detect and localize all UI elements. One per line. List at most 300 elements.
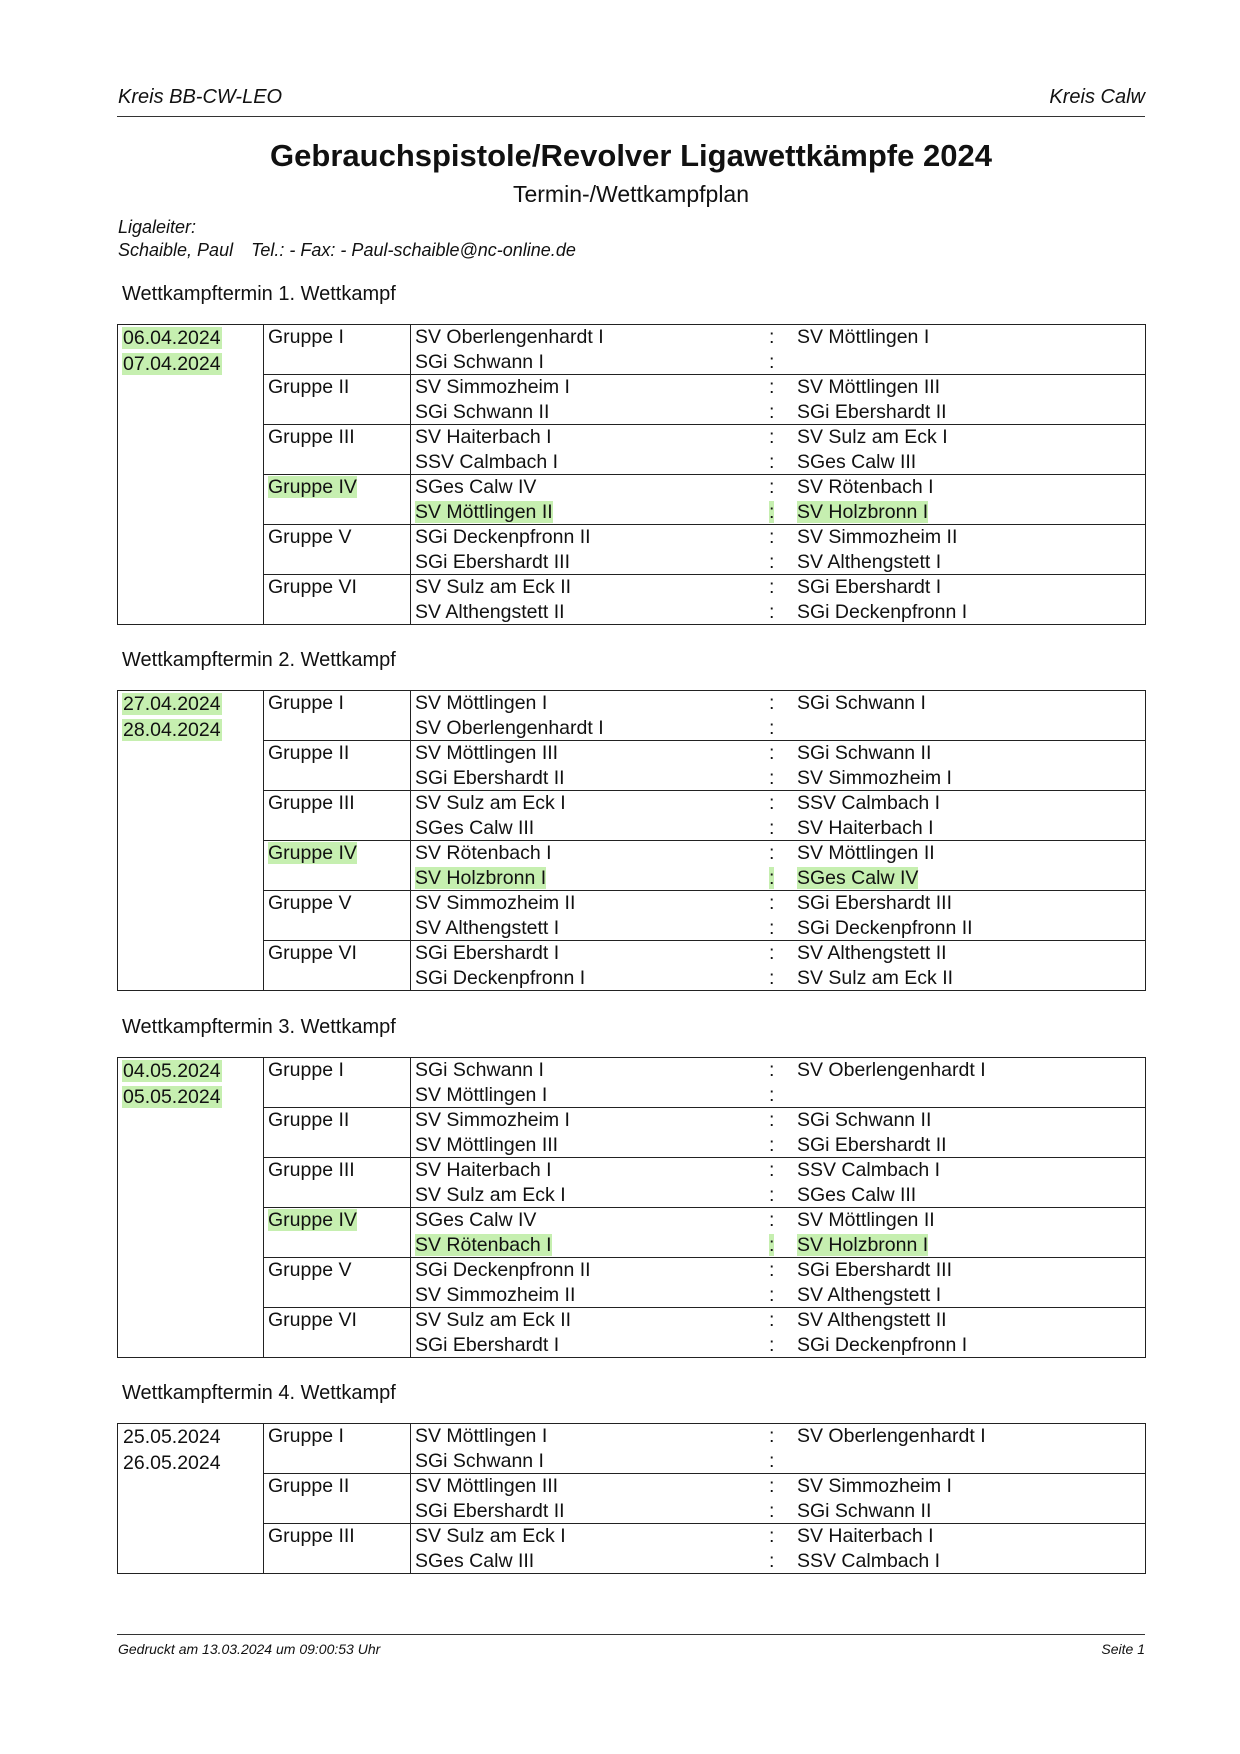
footer-printed: Gedruckt am 13.03.2024 um 09:00:53 Uhr: [118, 1641, 381, 1657]
group-cell: [264, 1449, 411, 1474]
home-team-cell: [411, 1449, 766, 1474]
match-separator-cell: [765, 791, 793, 816]
round-date: 05.05.2024: [123, 1085, 221, 1108]
away-team-cell: [793, 1449, 1146, 1474]
home-team-cell: [411, 1524, 766, 1549]
group-cell: [264, 916, 411, 941]
away-team: SGes Calw IV: [797, 866, 919, 889]
home-team-cell: [411, 891, 766, 916]
match-row: [118, 841, 1146, 866]
ligaleiter-name: Schaible, Paul: [118, 240, 234, 260]
home-team-cell: [411, 866, 766, 891]
group-cell: [264, 350, 411, 375]
group-name: [264, 1424, 411, 1449]
away-team-cell: [793, 1333, 1146, 1358]
away-team: SGi Ebershardt III: [797, 892, 952, 914]
home-team-cell: [411, 550, 766, 575]
home-team-cell: [411, 1499, 766, 1524]
away-team: SV Simmozheim II: [797, 526, 958, 548]
home-team: SV Sulz am Eck I: [415, 792, 566, 814]
ligaleiter-info: [118, 240, 594, 261]
match-separator-cell: [765, 1449, 793, 1474]
away-team-cell: [793, 841, 1146, 866]
round-date: 27.04.2024: [123, 693, 221, 715]
match-separator: :: [769, 1475, 775, 1497]
match-separator-cell: [765, 525, 793, 550]
home-team: SGi Deckenpfronn II: [415, 1259, 591, 1281]
match-separator-cell: [765, 1308, 793, 1333]
home-team: SGi Ebershardt II: [415, 1499, 565, 1522]
round-date: 25.05.2024: [123, 1426, 221, 1448]
home-team-cell: [411, 766, 766, 791]
home-team: SGi Ebershardt I: [415, 942, 560, 964]
match-separator-cell: [765, 816, 793, 841]
match-separator: :: [769, 966, 775, 989]
home-team-cell: [411, 1208, 766, 1233]
group-cell: [264, 400, 411, 425]
away-team-cell: [793, 350, 1146, 375]
group-name: [264, 1058, 411, 1083]
round-dates: [118, 1058, 264, 1358]
page-subtitle: Termin-/Wettkampfplan: [512, 181, 750, 207]
round-date: 28.04.2024: [123, 718, 221, 741]
match-row: [118, 375, 1146, 400]
match-separator: :: [769, 1133, 775, 1156]
away-team-cell: [793, 1183, 1146, 1208]
away-team-cell: [793, 550, 1146, 575]
home-team: SV Simmozheim I: [415, 376, 570, 398]
ligaleiter-contact: Tel.: - Fax: - Paul-schaible@nc-online.de: [251, 240, 576, 260]
match-separator-cell: [765, 325, 793, 350]
match-separator: :: [769, 866, 775, 889]
group-name: [264, 1308, 411, 1333]
group-label: Gruppe I: [268, 1059, 344, 1081]
home-team: SV Oberlengenhardt I: [415, 326, 604, 348]
home-team-cell: [411, 1308, 766, 1333]
match-separator-cell: [765, 475, 793, 500]
away-team-cell: [793, 1499, 1146, 1524]
match-separator-cell: [765, 891, 793, 916]
group-name: [264, 375, 411, 400]
round-dates: [118, 1424, 264, 1574]
away-team-cell: [793, 916, 1146, 941]
away-team: SV Möttlingen II: [797, 842, 935, 864]
away-team-cell: [793, 1524, 1146, 1549]
home-team: SV Möttlingen I: [415, 1425, 548, 1447]
match-row: [118, 1424, 1146, 1449]
match-separator-cell: [765, 350, 793, 375]
home-team-cell: [411, 525, 766, 550]
away-team-cell: [793, 425, 1146, 450]
group-label: Gruppe III: [268, 426, 355, 448]
group-cell: [264, 1233, 411, 1258]
home-team-cell: [411, 716, 766, 741]
match-separator: :: [769, 1549, 775, 1572]
home-team: SV Möttlingen III: [415, 1133, 559, 1156]
away-team-cell: [793, 525, 1146, 550]
away-team-cell: [793, 716, 1146, 741]
home-team: SGi Ebershardt III: [415, 550, 570, 573]
home-team: SV Haiterbach I: [415, 1159, 552, 1181]
home-team: SGi Schwann II: [415, 400, 550, 423]
group-label: Gruppe III: [268, 1159, 355, 1181]
away-team-cell: [793, 1474, 1146, 1499]
home-team-cell: [411, 450, 766, 475]
group-name: [264, 791, 411, 816]
home-team-cell: [411, 1474, 766, 1499]
away-team: SSV Calmbach I: [797, 792, 941, 814]
match-separator-cell: [765, 575, 793, 600]
home-team-cell: [411, 1158, 766, 1183]
home-team: SV Sulz am Eck I: [415, 1525, 566, 1547]
ligaleiter-label: Ligaleiter:: [118, 217, 197, 237]
group-label: Gruppe II: [268, 742, 350, 764]
match-row: [118, 716, 1146, 741]
home-team-cell: [411, 475, 766, 500]
group-cell: [264, 716, 411, 741]
away-team: SV Rötenbach I: [797, 476, 934, 498]
round-title: Wettkampftermin 1. Wettkampf: [122, 283, 396, 305]
home-team-cell: [411, 966, 766, 991]
match-separator-cell: [765, 1549, 793, 1574]
round-table: [117, 690, 1146, 991]
home-team: SGi Ebershardt I: [415, 1333, 560, 1356]
match-separator: :: [769, 600, 775, 623]
match-row: [118, 1133, 1146, 1158]
home-team-cell: [411, 1183, 766, 1208]
round-title: Wettkampftermin 2. Wettkampf: [122, 649, 396, 671]
away-team-cell: [793, 1308, 1146, 1333]
away-team-cell: [793, 1108, 1146, 1133]
match-row: [118, 1283, 1146, 1308]
away-team: SV Holzbronn I: [797, 1233, 929, 1256]
home-team-cell: [411, 1424, 766, 1449]
away-team: SV Sulz am Eck I: [797, 426, 948, 448]
round-title: Wettkampftermin 4. Wettkampf: [122, 1382, 396, 1404]
group-label: Gruppe VI: [268, 576, 357, 598]
header-right: Kreis Calw: [1049, 86, 1145, 108]
header-left: Kreis BB-CW-LEO: [118, 86, 283, 108]
group-label: Gruppe V: [268, 892, 352, 914]
home-team: SV Oberlengenhardt I: [415, 716, 604, 739]
away-team-cell: [793, 1283, 1146, 1308]
away-team-cell: [793, 1133, 1146, 1158]
match-row: [118, 600, 1146, 625]
match-row: [118, 550, 1146, 575]
match-separator: :: [769, 500, 775, 523]
away-team: SGi Deckenpfronn II: [797, 916, 973, 939]
away-team-cell: [793, 1424, 1146, 1449]
away-team: SV Möttlingen II: [797, 1209, 935, 1231]
group-name: [264, 575, 411, 600]
away-team-cell: [793, 500, 1146, 525]
group-cell: [264, 1133, 411, 1158]
group-label: Gruppe I: [268, 692, 344, 714]
away-team-cell: [793, 1258, 1146, 1283]
away-team: SSV Calmbach I: [797, 1549, 941, 1572]
group-cell: [264, 1083, 411, 1108]
home-team: SV Simmozheim II: [415, 1283, 576, 1306]
footer-divider: [117, 1634, 1145, 1635]
match-separator: :: [769, 842, 775, 864]
match-row: [118, 500, 1146, 525]
group-label: Gruppe II: [268, 1109, 350, 1131]
home-team-cell: [411, 1083, 766, 1108]
match-separator: :: [769, 1333, 775, 1356]
away-team: SV Oberlengenhardt I: [797, 1059, 986, 1081]
home-team-cell: [411, 400, 766, 425]
away-team: SV Althengstett I: [797, 1283, 942, 1306]
match-separator-cell: [765, 1133, 793, 1158]
home-team-cell: [411, 841, 766, 866]
match-separator: :: [769, 1425, 775, 1447]
away-team: SV Möttlingen III: [797, 376, 941, 398]
home-team: SGi Schwann I: [415, 1449, 544, 1472]
match-row: [118, 1308, 1146, 1333]
match-separator-cell: [765, 916, 793, 941]
match-separator-cell: [765, 1058, 793, 1083]
footer-page-number: Seite 1: [1101, 1641, 1145, 1657]
match-separator: :: [769, 892, 775, 914]
match-row: [118, 475, 1146, 500]
match-separator-cell: [765, 716, 793, 741]
away-team-cell: [793, 1083, 1146, 1108]
group-cell: [264, 1333, 411, 1358]
home-team: SV Möttlingen III: [415, 742, 559, 764]
home-team-cell: [411, 350, 766, 375]
match-row: [118, 691, 1146, 716]
match-row: [118, 325, 1146, 350]
home-team: SGes Calw IV: [415, 1209, 537, 1231]
match-separator-cell: [765, 425, 793, 450]
home-team: SGi Deckenpfronn I: [415, 966, 586, 989]
group-name: [264, 425, 411, 450]
away-team-cell: [793, 575, 1146, 600]
group-label: Gruppe VI: [268, 942, 357, 964]
round-table: [117, 1423, 1146, 1574]
away-team: SGes Calw III: [797, 1183, 917, 1206]
group-cell: [264, 866, 411, 891]
match-row: [118, 1524, 1146, 1549]
group-name: [264, 1524, 411, 1549]
round-date: 07.04.2024: [123, 352, 221, 375]
match-separator-cell: [765, 1424, 793, 1449]
round-dates: [118, 325, 264, 625]
match-separator: :: [769, 942, 775, 964]
away-team-cell: [793, 766, 1146, 791]
match-row: [118, 1083, 1146, 1108]
home-team: SGes Calw III: [415, 816, 535, 839]
match-separator-cell: [765, 1108, 793, 1133]
match-separator: :: [769, 1183, 775, 1206]
match-separator-cell: [765, 550, 793, 575]
match-row: [118, 1258, 1146, 1283]
group-cell: [264, 766, 411, 791]
group-label: Gruppe IV: [268, 842, 357, 864]
match-row: [118, 525, 1146, 550]
match-row: [118, 1549, 1146, 1574]
away-team-cell: [793, 791, 1146, 816]
away-team-cell: [793, 1233, 1146, 1258]
match-separator: :: [769, 476, 775, 498]
group-cell: [264, 550, 411, 575]
home-team-cell: [411, 816, 766, 841]
away-team: SSV Calmbach I: [797, 1159, 941, 1181]
match-separator-cell: [765, 941, 793, 966]
match-separator: :: [769, 766, 775, 789]
home-team: SV Sulz am Eck I: [415, 1183, 566, 1206]
away-team: SGi Schwann II: [797, 742, 932, 764]
match-row: [118, 1449, 1146, 1474]
match-separator-cell: [765, 741, 793, 766]
away-team: SV Althengstett II: [797, 942, 947, 964]
match-separator-cell: [765, 866, 793, 891]
group-cell: [264, 450, 411, 475]
group-cell: [264, 1283, 411, 1308]
match-row: [118, 1158, 1146, 1183]
away-team-cell: [793, 375, 1146, 400]
home-team-cell: [411, 1233, 766, 1258]
group-name: [264, 891, 411, 916]
home-team-cell: [411, 1133, 766, 1158]
group-name: [264, 325, 411, 350]
away-team-cell: [793, 1058, 1146, 1083]
match-separator-cell: [765, 1083, 793, 1108]
group-name: [264, 475, 411, 500]
match-separator-cell: [765, 500, 793, 525]
away-team-cell: [793, 325, 1146, 350]
match-separator-cell: [765, 841, 793, 866]
home-team: SV Althengstett I: [415, 916, 560, 939]
match-separator: :: [769, 576, 775, 598]
home-team-cell: [411, 375, 766, 400]
away-team-cell: [793, 941, 1146, 966]
home-team-cell: [411, 500, 766, 525]
match-row: [118, 1208, 1146, 1233]
away-team-cell: [793, 816, 1146, 841]
home-team-cell: [411, 916, 766, 941]
match-separator-cell: [765, 450, 793, 475]
match-separator: :: [769, 426, 775, 448]
match-separator-cell: [765, 1183, 793, 1208]
match-row: [118, 766, 1146, 791]
home-team: SV Möttlingen II: [415, 500, 553, 523]
home-team: SV Holzbronn I: [415, 866, 547, 889]
away-team: SGi Schwann II: [797, 1499, 932, 1522]
away-team: SV Simmozheim I: [797, 1475, 952, 1497]
away-team: SGi Ebershardt I: [797, 576, 942, 598]
home-team: SSV Calmbach I: [415, 450, 559, 473]
match-separator-cell: [765, 1258, 793, 1283]
away-team: SV Holzbronn I: [797, 500, 929, 523]
home-team-cell: [411, 425, 766, 450]
round-table: [117, 1057, 1146, 1358]
home-team: SV Möttlingen I: [415, 692, 548, 714]
away-team-cell: [793, 1158, 1146, 1183]
group-cell: [264, 966, 411, 991]
match-row: [118, 450, 1146, 475]
away-team: SGes Calw III: [797, 450, 917, 473]
match-row: [118, 866, 1146, 891]
match-separator-cell: [765, 600, 793, 625]
away-team-cell: [793, 600, 1146, 625]
round-date: 06.04.2024: [123, 327, 221, 349]
match-row: [118, 1183, 1146, 1208]
match-separator: :: [769, 1449, 775, 1472]
match-separator: :: [769, 1525, 775, 1547]
match-separator-cell: [765, 966, 793, 991]
group-name: [264, 1208, 411, 1233]
away-team: SV Althengstett II: [797, 1309, 947, 1331]
home-team-cell: [411, 1549, 766, 1574]
away-team-cell: [793, 891, 1146, 916]
home-team: SV Simmozheim II: [415, 892, 576, 914]
away-team: SGi Ebershardt III: [797, 1259, 952, 1281]
match-separator: :: [769, 526, 775, 548]
round-date: 26.05.2024: [123, 1451, 221, 1474]
group-label: Gruppe IV: [268, 1209, 357, 1231]
group-cell: [264, 500, 411, 525]
match-separator-cell: [765, 1283, 793, 1308]
home-team: SV Sulz am Eck II: [415, 576, 572, 598]
group-cell: [264, 1183, 411, 1208]
round-title: Wettkampftermin 3. Wettkampf: [122, 1016, 396, 1038]
home-team: SV Simmozheim I: [415, 1109, 570, 1131]
away-team-cell: [793, 400, 1146, 425]
home-team: SV Sulz am Eck II: [415, 1309, 572, 1331]
match-row: [118, 350, 1146, 375]
away-team: SV Haiterbach I: [797, 816, 934, 839]
match-separator-cell: [765, 1333, 793, 1358]
match-row: [118, 741, 1146, 766]
match-separator-cell: [765, 400, 793, 425]
match-separator: :: [769, 742, 775, 764]
page-title: Gebrauchspistole/Revolver Ligawettkämpfe 2024: [270, 138, 992, 173]
group-cell: [264, 1549, 411, 1574]
away-team: SGi Ebershardt II: [797, 400, 947, 423]
group-label: Gruppe VI: [268, 1309, 357, 1331]
home-team: SGes Calw IV: [415, 476, 537, 498]
match-separator: :: [769, 1499, 775, 1522]
match-separator-cell: [765, 1233, 793, 1258]
group-cell: [264, 816, 411, 841]
match-row: [118, 575, 1146, 600]
group-name: [264, 1474, 411, 1499]
match-separator: :: [769, 792, 775, 814]
match-separator: :: [769, 1209, 775, 1231]
home-team-cell: [411, 600, 766, 625]
match-separator: :: [769, 1259, 775, 1281]
match-row: [118, 966, 1146, 991]
away-team: SV Simmozheim I: [797, 766, 952, 789]
match-separator: :: [769, 550, 775, 573]
group-label: Gruppe II: [268, 376, 350, 398]
match-separator: :: [769, 400, 775, 423]
home-team-cell: [411, 1058, 766, 1083]
home-team: SGi Schwann I: [415, 350, 544, 373]
group-name: [264, 1158, 411, 1183]
group-name: [264, 1108, 411, 1133]
match-separator: :: [769, 1109, 775, 1131]
match-separator: :: [769, 816, 775, 839]
match-separator-cell: [765, 1524, 793, 1549]
group-name: [264, 841, 411, 866]
match-separator: :: [769, 1233, 775, 1256]
home-team: SV Haiterbach I: [415, 426, 552, 448]
match-separator: :: [769, 1059, 775, 1081]
group-label: Gruppe II: [268, 1475, 350, 1497]
group-label: Gruppe I: [268, 326, 344, 348]
